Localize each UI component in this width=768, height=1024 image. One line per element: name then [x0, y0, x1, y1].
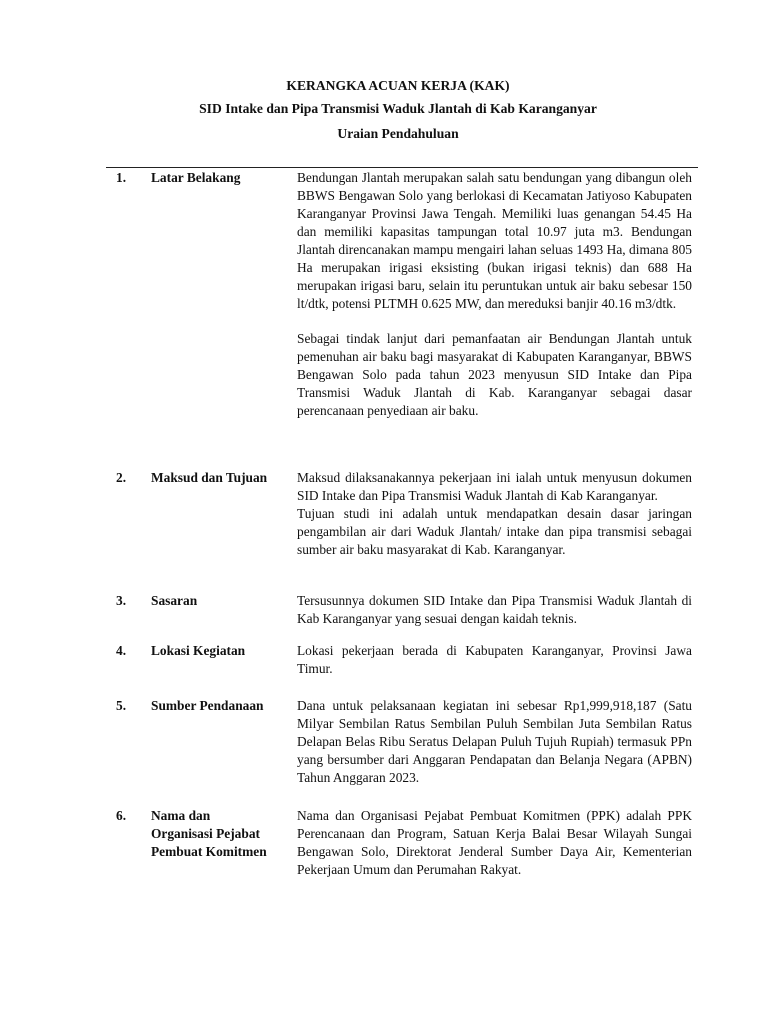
section-label: Lokasi Kegiatan	[151, 643, 246, 658]
paragraph: Sebagai tindak lanjut dari pemanfaatan air Bendungan Jlantah untuk pemenuhan air baku bagi masyarakat di Kabupaten Karanganyar, BBWS Bengawan Solo pada tahun 2023 menyusun SID Intake dan Pipa Transmisi Waduk Jlantah di Kab. Karanganyar sebagai dasar perencanaan penyediaan air baku.	[297, 331, 692, 418]
paragraph: Tersusunnya dokumen SID Intake dan Pipa Transmisi Waduk Jlantah di Kab Karanganyar yang sesuai dengan kaidah teknis.	[297, 593, 692, 626]
section-heading: Uraian Pendahuluan	[337, 126, 459, 141]
paragraph: Bendungan Jlantah merupakan salah satu bendungan yang dibangun oleh BBWS Bengawan Solo yang berlokasi di Kecamatan Jatiyoso Kabupaten Karanganyar Provinsi Jawa Tengah. Memiliki luas genangan 54.45 Ha dan memiliki kapasitas tampungan total 10.97 juta m3. Bendungan Jlantah direncanakan mampu mengairi lahan seluas 1493 Ha, dimana 805 Ha merupakan irigasi eksisting (bukan irigasi teknis) dan 688 Ha merupakan irigasi baru, selain itu peruntukan untuk air baku sebesar 150 lt/dtk, potensi PLTMH 0.625 MW, dan mereduksi banjir 40.16 m3/dtk.	[297, 170, 692, 311]
section-content	[297, 807, 692, 879]
section-content	[297, 592, 692, 628]
section-number: 5.	[116, 698, 127, 713]
section-label: Sumber Pendanaan	[151, 698, 264, 713]
section-label: Nama dan Organisasi Pejabat Pembuat Komitmen	[151, 808, 267, 859]
section-number: 1.	[116, 170, 127, 185]
section-number: 3.	[116, 593, 127, 608]
document-title: KERANGKA ACUAN KERJA (KAK)	[286, 78, 510, 93]
paragraph: Tujuan studi ini adalah untuk mendapatkan desain dasar jaringan pengambilan air dari Waduk Jlantah/ intake dan pipa transmisi sebagai sumber air baku masyarakat di Kab. Karanganyar.	[297, 506, 692, 557]
header-divider	[106, 167, 698, 168]
paragraph: Dana untuk pelaksanaan kegiatan ini sebesar Rp1,999,918,187 (Satu Milyar Sembilan Ratus Sembilan Puluh Sembilan Juta Sembilan Ratus Delapan Belas Ribu Seratus Delapan Puluh Tujuh Rupiah) termasuk PPn yang bersumber dari Anggaran Pendapatan dan Belanja Negara (APBN) Tahun Anggaran 2023.	[297, 698, 692, 785]
paragraph: Lokasi pekerjaan berada di Kabupaten Karanganyar, Provinsi Jawa Timur.	[297, 643, 692, 676]
section-content	[297, 469, 692, 559]
section-number: 2.	[116, 470, 127, 485]
section-number: 6.	[116, 808, 127, 823]
section-content	[297, 642, 692, 678]
section-content	[297, 169, 692, 420]
document-subtitle: SID Intake dan Pipa Transmisi Waduk Jlantah di Kab Karanganyar	[199, 101, 597, 116]
paragraph: Maksud dilaksanakannya pekerjaan ini ialah untuk menyusun dokumen SID Intake dan Pipa Transmisi Waduk Jlantah di Kab Karanganyar.	[297, 470, 692, 503]
section-label: Sasaran	[151, 593, 198, 608]
paragraph: Nama dan Organisasi Pejabat Pembuat Komitmen (PPK) adalah PPK Perencanaan dan Program, Satuan Kerja Balai Besar Wilayah Sungai Bengawan Solo, Direktorat Jenderal Sumber Daya Air, Kementerian Pekerjaan Umum dan Perumahan Rakyat.	[297, 808, 692, 877]
section-content	[297, 697, 692, 787]
section-label: Maksud dan Tujuan	[151, 470, 268, 485]
section-number: 4.	[116, 643, 127, 658]
section-label: Latar Belakang	[151, 170, 241, 185]
